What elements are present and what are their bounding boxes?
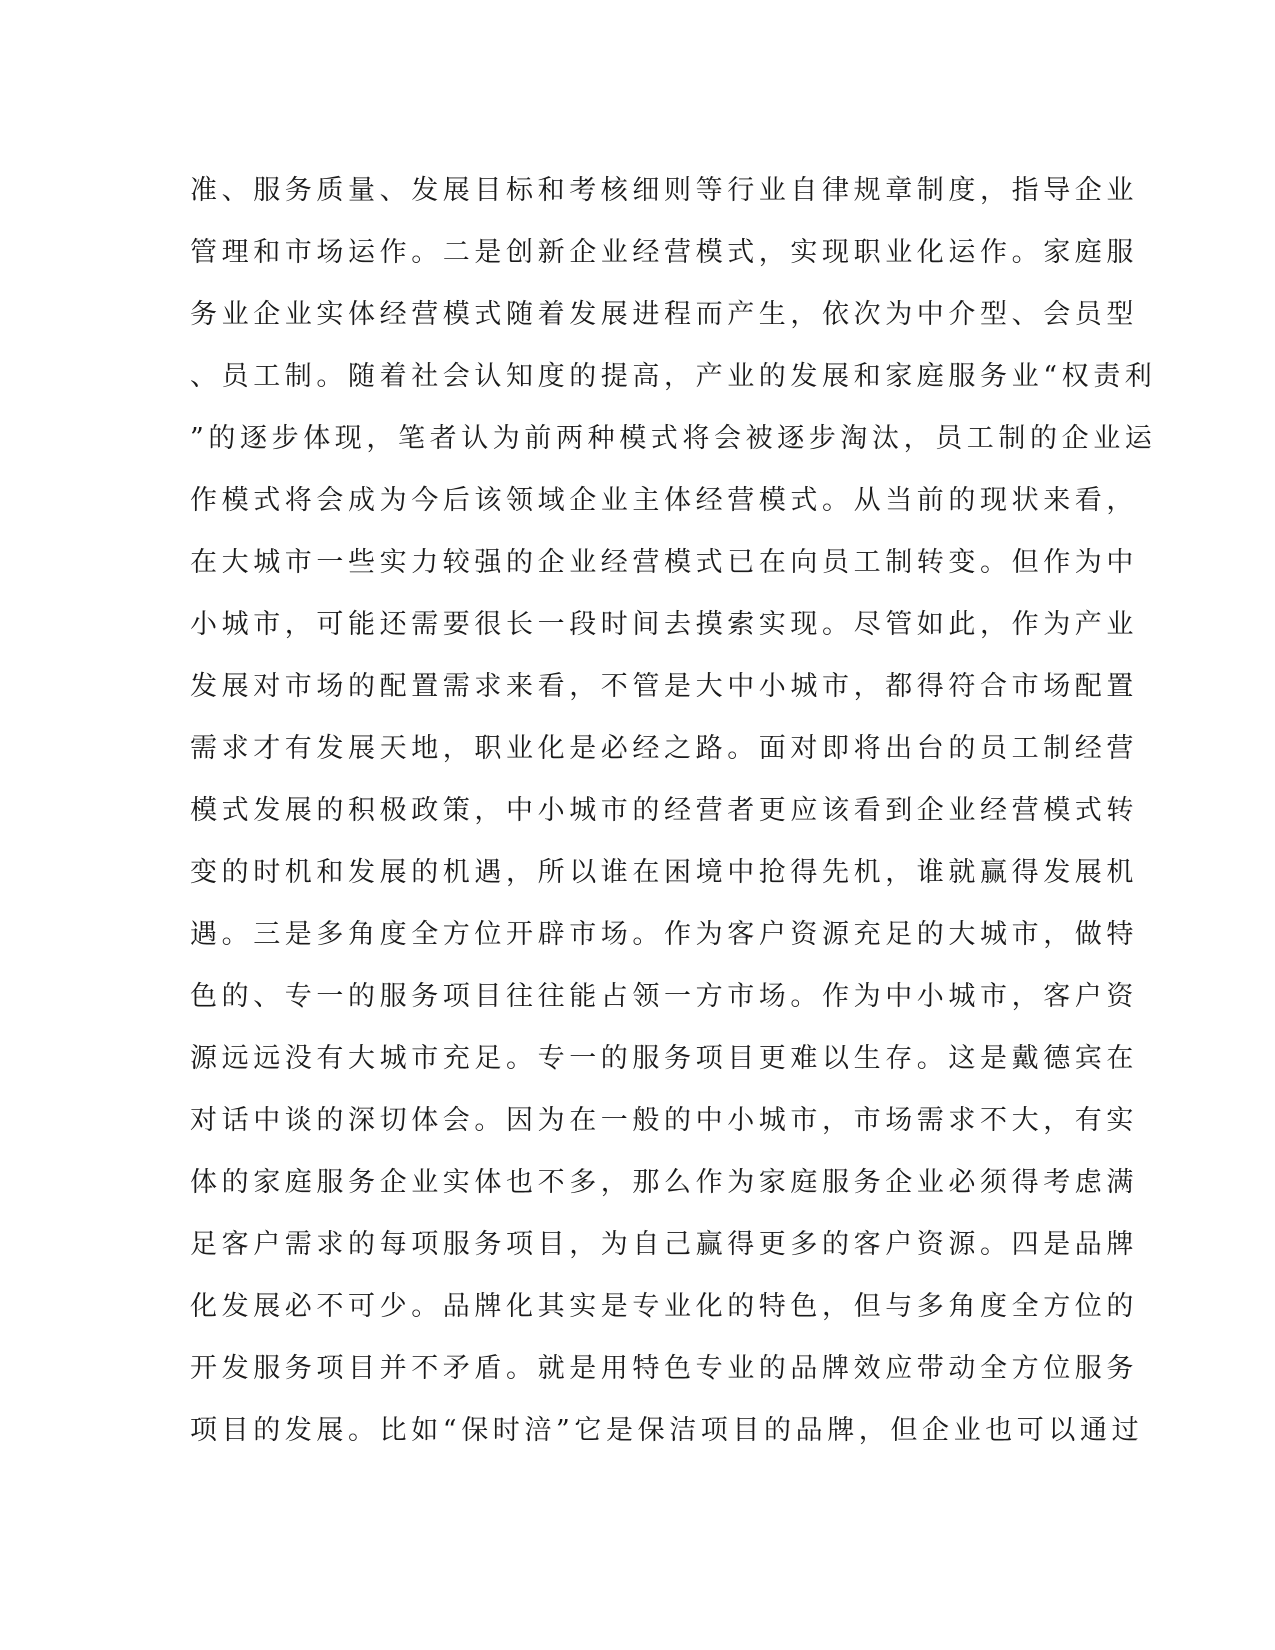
text-line: 模式发展的积极政策，中小城市的经营者更应该看到企业经营模式转 (190, 795, 1138, 826)
text-line: 化发展必不可少。品牌化其实是专业化的特色，但与多角度全方位的 (190, 1291, 1138, 1322)
text-line: 遇。三是多角度全方位开辟市场。作为客户资源充足的大城市，做特 (190, 919, 1138, 950)
text-line: 开发服务项目并不矛盾。就是用特色专业的品牌效应带动全方位服务 (190, 1353, 1138, 1384)
text-line: 小城市，可能还需要很长一段时间去摸索实现。尽管如此，作为产业 (190, 609, 1138, 640)
text-line: ”的逐步体现，笔者认为前两种模式将会被逐步淘汰，员工制的企业运 (190, 423, 1157, 454)
text-line: 变的时机和发展的机遇，所以谁在困境中抢得先机，谁就赢得发展机 (190, 857, 1138, 888)
text-line: 作模式将会成为今后该领域企业主体经营模式。从当前的现状来看， (190, 485, 1138, 516)
text-line: 务业企业实体经营模式随着发展进程而产生，依次为中介型、会员型 (190, 299, 1138, 330)
text-line: 发展对市场的配置需求来看，不管是大中小城市，都得符合市场配置 (190, 671, 1138, 702)
text-line: 准、服务质量、发展目标和考核细则等行业自律规章制度，指导企业 (190, 175, 1138, 206)
text-line: 在大城市一些实力较强的企业经营模式已在向员工制转变。但作为中 (190, 547, 1138, 578)
text-line: 色的、专一的服务项目往往能占领一方市场。作为中小城市，客户资 (190, 981, 1138, 1012)
text-line: 源远远没有大城市充足。专一的服务项目更难以生存。这是戴德宾在 (190, 1043, 1138, 1074)
body-paragraph (190, 160, 1157, 1462)
text-line: 足客户需求的每项服务项目，为自己赢得更多的客户资源。四是品牌 (190, 1229, 1138, 1260)
text-line: 体的家庭服务企业实体也不多，那么作为家庭服务企业必须得考虑满 (190, 1167, 1138, 1198)
text-line: 需求才有发展天地，职业化是必经之路。面对即将出台的员工制经营 (190, 733, 1138, 764)
text-line: 管理和市场运作。二是创新企业经营模式，实现职业化运作。家庭服 (190, 237, 1138, 268)
text-line: 项目的发展。比如“保时涪”它是保洁项目的品牌，但企业也可以通过 (190, 1415, 1144, 1446)
text-line: 、员工制。随着社会认知度的提高，产业的发展和家庭服务业“权责利 (190, 361, 1157, 392)
text-line: 对话中谈的深切体会。因为在一般的中小城市，市场需求不大，有实 (190, 1105, 1138, 1136)
